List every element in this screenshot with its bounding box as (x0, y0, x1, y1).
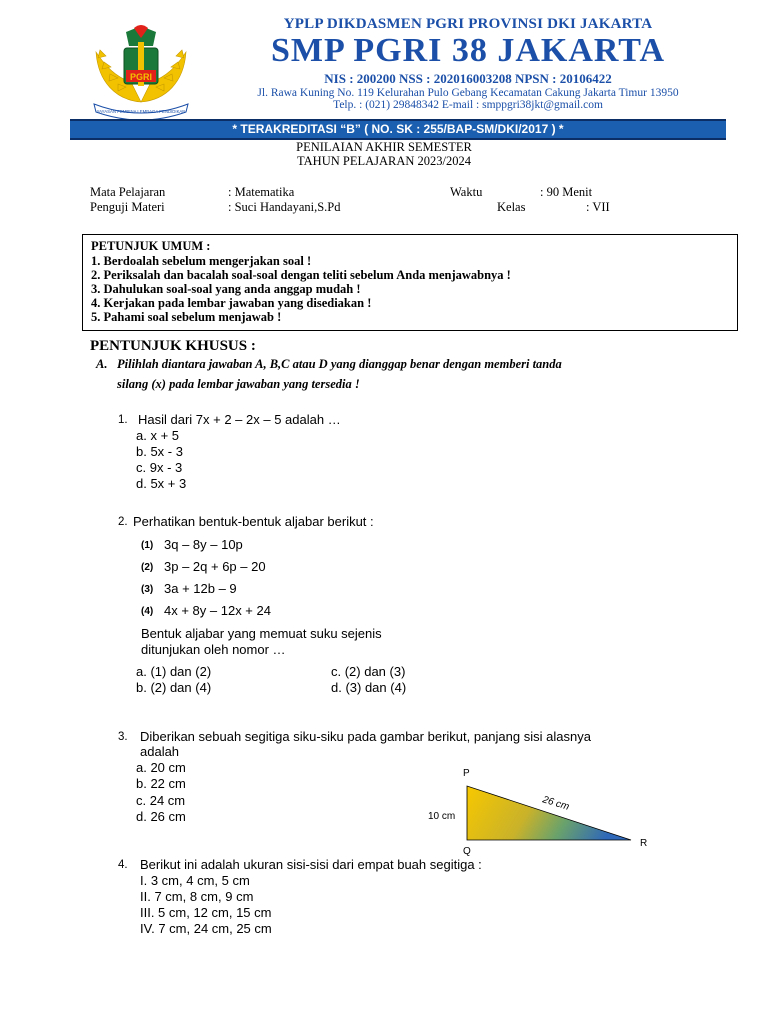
vertex-q-label: Q (463, 846, 471, 857)
organization-name: YPLP DIKDASMEN PGRI PROVINSI DKI JAKARTA (283, 16, 653, 32)
time-label: Waktu (450, 185, 483, 199)
question-1-option-b: b. 5x - 3 (136, 444, 183, 459)
question-2-text: Perhatikan bentuk-bentuk aljabar berikut : (133, 514, 374, 529)
exam-title-line1: PENILAIAN AKHIR SEMESTER (296, 140, 472, 154)
question-2-item-expression: 4x + 8y – 12x + 24 (164, 603, 271, 618)
question-3-text-line2: adalah (140, 744, 180, 759)
school-ids: NIS : 200200 NSS : 202016003208 NPSN : 20106422 (324, 71, 612, 86)
general-instructions-box (82, 234, 738, 331)
question-1-option-c: c. 9x - 3 (136, 460, 183, 475)
special-instructions-title: PENTUNJUK KHUSUS : (90, 338, 256, 354)
question-4-item: III. 5 cm, 12 cm, 15 cm (140, 905, 272, 920)
hypotenuse-label: 26 cm (541, 794, 571, 813)
question-2-item-expression: 3a + 12b – 9 (164, 581, 237, 596)
question-2-option-d: d. (3) dan (4) (331, 680, 407, 695)
question-4-item: II. 7 cm, 8 cm, 9 cm (140, 889, 254, 904)
general-instructions-title: PETUNJUK UMUM : (91, 239, 211, 253)
question-4-item: IV. 7 cm, 24 cm, 25 cm (140, 921, 272, 936)
special-instructions-line1: Pilihlah diantara jawaban A, B,C atau D yang dianggap benar dengan memberi tanda (117, 357, 562, 371)
question-1-text: Hasil dari 7x + 2 – 2x – 5 adalah … (138, 412, 341, 427)
question-2-item-number: (1) (141, 540, 154, 551)
question-2-prompt-line2: ditunjukan oleh nomor … (141, 642, 286, 657)
vertex-p-label: P (463, 768, 470, 779)
question-2-item-expression: 3q – 8y – 10p (164, 537, 243, 552)
special-instructions-letter: A. (96, 357, 108, 371)
school-address: Jl. Rawa Kuning No. 119 Kelurahan Pulo Gebang Kecamatan Cakung Jakarta Timur 13950 (257, 87, 679, 99)
question-3-option-b: b. 22 cm (136, 776, 186, 791)
accreditation-bar: * TERAKREDITASI “B” ( NO. SK : 255/BAP-SM/DKI/2017 ) * (70, 119, 726, 140)
subject-label: Mata Pelajaran (90, 185, 166, 199)
question-2-item-number: (4) (141, 606, 154, 617)
question-3-number: 3. (118, 731, 128, 743)
question-3-option-c: c. 24 cm (136, 793, 186, 808)
school-name: SMP PGRI 38 JAKARTA (270, 32, 665, 69)
question-2-number: 2. (118, 516, 128, 528)
question-1-option-d: d. 5x + 3 (136, 476, 187, 491)
general-instruction-item: 5. Pahami soal sebelum menjawab ! (91, 310, 282, 324)
question-3-option-a: a. 20 cm (136, 760, 186, 775)
question-1-option-a: a. x + 5 (136, 428, 179, 443)
school-logo (86, 22, 196, 122)
logo-ribbon: YAYASAN PEMBINA LEMBAGA PENDIDIKAN (96, 109, 186, 114)
question-3-option-d: d. 26 cm (136, 809, 186, 824)
question-2-option-b: b. (2) dan (4) (136, 680, 212, 695)
question-1-number: 1. (118, 414, 128, 426)
logo-text: PGRI (129, 72, 153, 82)
general-instruction-item: 2. Periksalah dan bacalah soal-soal dengan teliti sebelum Anda menjawabnya ! (91, 268, 511, 282)
question-4-text: Berikut ini adalah ukuran sisi-sisi dari empat buah segitiga : (140, 857, 482, 872)
right-triangle-figure (420, 762, 660, 858)
question-2-option-c: c. (2) dan (3) (331, 664, 406, 679)
vertex-r-label: R (640, 838, 648, 849)
question-2-item-number: (2) (141, 562, 154, 573)
special-instructions-line2: silang (x) pada lembar jawaban yang tersedia ! (117, 377, 360, 391)
question-4-item: I. 3 cm, 4 cm, 5 cm (140, 873, 250, 888)
general-instruction-item: 3. Dahulukan soal-soal yang anda anggap mudah ! (91, 282, 361, 296)
school-contact: Telp. : (021) 29848342 E-mail : smppgri38jkt@gmail.com (333, 99, 603, 111)
time-value: : 90 Menit (540, 185, 593, 199)
class-label: Kelas (497, 200, 526, 214)
question-4-number: 4. (118, 859, 128, 871)
class-value: : VII (586, 200, 610, 214)
teacher-value: : Suci Handayani,S.Pd (228, 200, 341, 214)
exam-title-line2: TAHUN PELAJARAN 2023/2024 (297, 154, 471, 168)
question-2-item-expression: 3p – 2q + 6p – 20 (164, 559, 266, 574)
question-2-item-number: (3) (141, 584, 154, 595)
question-2-option-a: a. (1) dan (2) (136, 664, 212, 679)
general-instruction-item: 1. Berdoalah sebelum mengerjakan soal ! (91, 254, 312, 268)
exam-title (0, 140, 768, 168)
subject-value: : Matematika (228, 185, 295, 199)
question-3-text-line1: Diberikan sebuah segitiga siku-siku pada gambar berikut, panjang sisi alasnya (140, 729, 591, 744)
general-instruction-item: 4. Kerjakan pada lembar jawaban yang disediakan ! (91, 296, 372, 310)
height-label: 10 cm (428, 811, 456, 822)
question-2-prompt-line1: Bentuk aljabar yang memuat suku sejenis (141, 626, 382, 641)
teacher-label: Penguji Materi (90, 200, 165, 214)
triangle-shape (467, 786, 631, 840)
